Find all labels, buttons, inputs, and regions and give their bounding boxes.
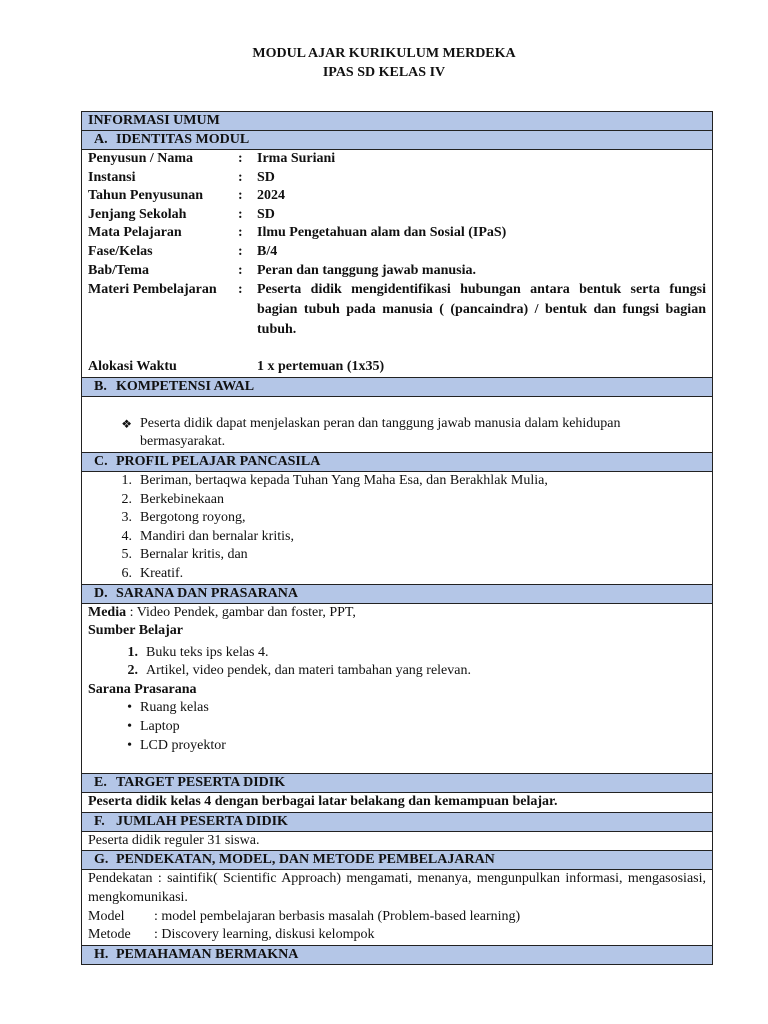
section-title: TARGET PESERTA DIDIK (116, 775, 286, 791)
identitas-label: Instansi (88, 169, 136, 185)
identitas-value: SD (257, 206, 275, 222)
section-letter: G. (94, 852, 109, 868)
list-text: Artikel, video pendek, dan materi tambahan yang relevan. (146, 663, 471, 679)
identitas-colon: : (238, 151, 243, 166)
model-line (88, 908, 706, 927)
list-item (88, 565, 706, 584)
identitas-colon: : (238, 188, 243, 204)
list-text: Bergotong royong, (140, 510, 246, 526)
doc-subtitle: IPAS SD KELAS IV (322, 65, 446, 80)
identitas-value: SD (257, 169, 275, 185)
identitas-colon: : (238, 169, 243, 185)
profil-block (82, 471, 713, 584)
prasarana-label: Sarana Prasarana (88, 681, 197, 697)
list-number: 2. (121, 491, 132, 507)
list-number: 2. (127, 663, 138, 679)
jumlah-text: Peserta didik reguler 31 siswa. (82, 831, 713, 851)
bullet-icon: • (127, 700, 132, 716)
section-e-header (82, 774, 713, 793)
pendekatan-block (82, 870, 713, 945)
metode-label: Metode (88, 927, 131, 943)
list-text: Buku teks ips kelas 4. (146, 644, 269, 660)
identitas-label: Jenjang Sekolah (88, 206, 187, 222)
identitas-value: 1 x pertemuan (1x35) (257, 359, 385, 375)
identitas-colon: : (238, 262, 243, 278)
model-value: : model pembelajaran berbasis masalah (Problem-based learning) (154, 908, 521, 924)
list-item (88, 737, 706, 756)
identitas-label: Bab/Tema (88, 262, 149, 278)
list-number: 4. (121, 528, 132, 544)
identitas-colon: : (238, 243, 243, 259)
identitas-colon: : (238, 282, 243, 298)
section-title: PROFIL PELAJAR PANCASILA (116, 453, 321, 469)
diamond-bullet-icon: ❖ (121, 416, 132, 431)
pendekatan-text: Pendekatan : saintifik( Scientific Approach) mengamati, menanya, mengunpulkan informasi, mengasosiasi, mengkomunikasi. (88, 871, 706, 906)
section-h-header (82, 945, 713, 964)
identitas-row (88, 169, 706, 188)
profil-list (88, 472, 706, 584)
list-number: 1. (127, 644, 138, 660)
identitas-row (88, 280, 706, 340)
identitas-value: Irma Suriani (257, 151, 336, 166)
kompetensi-text: Peserta didik dapat menjelaskan peran dan tanggung jawab manusia dalam kehidupan bermasyarakat. (140, 415, 621, 450)
list-text: Laptop (140, 719, 180, 735)
list-text: Bernalar kritis, dan (140, 547, 248, 563)
identitas-row (88, 150, 706, 169)
identitas-row (88, 206, 706, 225)
section-a-header (82, 131, 713, 150)
sumber-label: Sumber Belajar (88, 623, 184, 639)
section-title: IDENTITAS MODUL (116, 132, 250, 147)
list-text: LCD proyektor (140, 737, 226, 753)
section-letter: B. (94, 378, 107, 394)
identitas-row (88, 224, 706, 243)
list-item (88, 546, 706, 565)
list-item (88, 662, 706, 681)
section-title: KOMPETENSI AWAL (116, 378, 255, 394)
list-item (88, 509, 706, 528)
list-item (88, 528, 706, 547)
list-number: 6. (121, 565, 132, 581)
list-item (88, 491, 706, 510)
identitas-label: Penyusun / Nama (88, 151, 194, 166)
info-umum-label: INFORMASI UMUM (88, 113, 220, 128)
media-label: Media (88, 604, 127, 620)
identitas-row (88, 358, 706, 377)
list-text: Mandiri dan bernalar kritis, (140, 528, 294, 544)
section-g-header (82, 851, 713, 870)
media-line (88, 604, 706, 623)
module-table (81, 111, 713, 965)
kompetensi-block (82, 396, 713, 452)
section-letter: F. (94, 813, 105, 829)
identitas-row (88, 243, 706, 262)
metode-value: : Discovery learning, diskusi kelompok (154, 927, 375, 943)
model-label: Model (88, 908, 125, 924)
bullet-icon: • (127, 719, 132, 735)
list-number: 5. (121, 547, 132, 563)
identitas-value: Peran dan tanggung jawab manusia. (257, 262, 476, 278)
section-letter: C. (94, 453, 108, 469)
identitas-label: Tahun Penyusunan (88, 188, 204, 204)
section-title: SARANA DAN PRASARANA (116, 585, 299, 601)
list-item (88, 644, 706, 663)
list-number: 1. (121, 472, 132, 488)
list-item (88, 718, 706, 737)
section-letter: D. (94, 585, 108, 601)
identitas-value: Ilmu Pengetahuan alam dan Sosial (IPaS) (257, 225, 507, 241)
identitas-label: Materi Pembelajaran (88, 282, 217, 298)
identitas-colon (238, 358, 257, 377)
section-title: JUMLAH PESERTA DIDIK (116, 813, 288, 829)
list-item (88, 472, 706, 491)
section-d-header (82, 584, 713, 603)
identitas-value: Peserta didik mengidentifikasi hubungan antara bentuk serta fungsi bagian tubuh pada manusia ( (pancaindra) / bentuk dan fungsi bagian tubuh. (257, 282, 706, 338)
identitas-label: Alokasi Waktu (88, 359, 177, 375)
list-item (88, 699, 706, 718)
metode-line (88, 926, 706, 945)
list-text: Berkebinekaan (140, 491, 224, 507)
doc-title: MODUL AJAR KURIKULUM MERDEKA (252, 46, 516, 61)
target-text: Peserta didik kelas 4 dengan berbagai latar belakang dan kemampuan belajar. (82, 793, 713, 813)
list-text: Ruang kelas (140, 700, 209, 716)
bullet-icon: • (127, 737, 132, 753)
info-umum-header (82, 112, 713, 131)
section-letter: E. (94, 775, 107, 791)
list-number: 3. (121, 510, 132, 526)
sumber-list (88, 644, 706, 681)
identitas-block (82, 150, 713, 378)
identitas-value: 2024 (257, 188, 285, 204)
identitas-row (88, 262, 706, 281)
section-letter: H. (94, 946, 109, 962)
section-title: PEMAHAMAN BERMAKNA (116, 946, 299, 962)
list-text: Kreatif. (140, 565, 184, 581)
identitas-colon: : (238, 206, 243, 222)
kompetensi-item (88, 415, 706, 452)
section-f-header (82, 812, 713, 831)
identitas-row (88, 187, 706, 206)
identitas-value: B/4 (257, 243, 278, 259)
identitas-colon: : (238, 225, 243, 241)
identitas-label: Mata Pelajaran (88, 225, 182, 241)
list-text: Beriman, bertaqwa kepada Tuhan Yang Maha Esa, dan Berakhlak Mulia, (140, 472, 548, 488)
media-value: : Video Pendek, gambar dan foster, PPT, (126, 604, 356, 620)
section-title: PENDEKATAN, MODEL, DAN METODE PEMBELAJARAN (116, 852, 495, 868)
sarana-block (82, 603, 713, 774)
section-c-header (82, 452, 713, 471)
section-b-header (82, 377, 713, 396)
identitas-label: Fase/Kelas (88, 243, 153, 259)
section-letter: A. (94, 132, 108, 147)
spacer (88, 340, 706, 358)
